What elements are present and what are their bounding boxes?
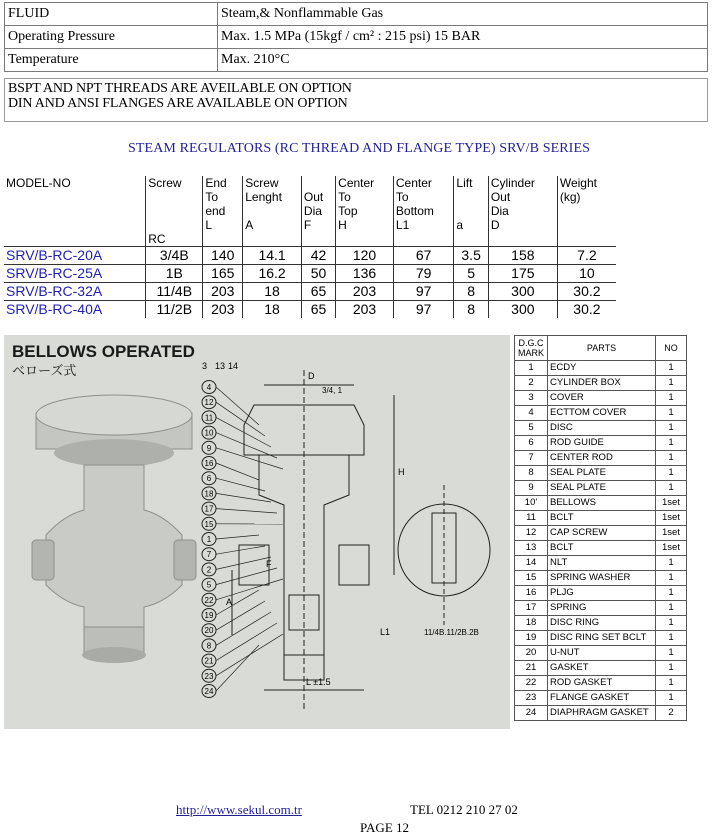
model-cell: 97: [393, 283, 454, 301]
part-qty: 1: [656, 421, 687, 436]
callout-number: 20: [204, 626, 214, 636]
note-line: DIN AND ANSI FLANGES ARE AVAILABLE ON OPTION: [8, 96, 348, 111]
parts-header-no: NO: [656, 336, 687, 361]
model-number: SRV/B-RC-20A: [4, 247, 146, 265]
page-number: PAGE 12: [360, 820, 410, 835]
model-cell: 140: [203, 247, 243, 265]
spec-label: Operating Pressure: [5, 26, 218, 49]
callout-leader: [216, 387, 259, 425]
model-row: [4, 301, 616, 319]
header-line: A: [245, 218, 254, 232]
part-name: DIAPHRAGM GASKET: [548, 706, 656, 721]
model-cell: 203: [336, 301, 394, 319]
callout-leader: [216, 478, 265, 491]
model-col-header: [203, 176, 243, 247]
callout-number: 10: [204, 428, 214, 438]
model-cell: 14.1: [243, 247, 302, 265]
header-line: RC: [148, 232, 166, 246]
part-mark: 7: [515, 451, 548, 466]
part-mark: 13: [515, 541, 548, 556]
part-name: CYLINDER BOX: [548, 376, 656, 391]
model-cell: 50: [301, 265, 335, 283]
part-name: SEAL PLATE: [548, 466, 656, 481]
header-line: Dia: [303, 204, 322, 218]
part-name: GASKET: [548, 661, 656, 676]
model-cell: 203: [203, 301, 243, 319]
dim-label: 11/4B.11/2B.2B: [424, 628, 479, 637]
part-qty: 1set: [656, 541, 687, 556]
part-mark: 10': [515, 496, 548, 511]
parts-row: [515, 376, 687, 391]
header-line: [396, 232, 452, 246]
part-name: ECTTOM COVER: [548, 406, 656, 421]
header-line: To: [338, 190, 351, 204]
parts-row: [515, 466, 687, 481]
figure-title: BELLOWS OPERATED: [12, 342, 195, 361]
part-qty: 1: [656, 691, 687, 706]
part-qty: 1: [656, 466, 687, 481]
callout-leader: [216, 645, 259, 691]
model-cell: 65: [301, 301, 335, 319]
part-mark: 11: [515, 511, 548, 526]
header-line: Out: [490, 190, 511, 204]
header-line: Center: [395, 176, 432, 190]
part-qty: 1: [656, 601, 687, 616]
header-line: [560, 232, 614, 246]
model-number: SRV/B-RC-32A: [4, 283, 146, 301]
parts-header-parts: PARTS: [548, 336, 656, 361]
part-qty: 1: [656, 376, 687, 391]
part-qty: 1set: [656, 526, 687, 541]
part-qty: 1: [656, 616, 687, 631]
part-mark: 23: [515, 691, 548, 706]
callout-number: 11: [204, 413, 214, 423]
header-line: F: [303, 218, 312, 232]
model-cell: 42: [301, 247, 335, 265]
callout-number: 5: [206, 580, 212, 590]
header-line: a: [456, 218, 464, 232]
callout-leader: [216, 568, 277, 585]
header-line: [6, 218, 143, 232]
model-row: [4, 265, 616, 283]
product-figure: [4, 335, 510, 729]
model-cell: 300: [488, 301, 557, 319]
callout-leader: [216, 535, 259, 539]
model-cell: 11/4B: [146, 283, 203, 301]
parts-row: [515, 661, 687, 676]
part-name: DISC: [548, 421, 656, 436]
callout-leader: [216, 493, 271, 502]
model-cell: 175: [488, 265, 557, 283]
model-cell: 5: [454, 265, 488, 283]
model-cell: 97: [393, 301, 454, 319]
callout-number: 13: [215, 361, 226, 371]
part-mark: 24: [515, 706, 548, 721]
spec-label: FLUID: [5, 3, 218, 26]
footer-tel: TEL 0212 210 27 02: [410, 802, 518, 817]
spec-table: [4, 2, 708, 72]
callout-number: 18: [204, 489, 214, 499]
callout-number: 1: [206, 535, 212, 544]
callout-number: 21: [204, 656, 214, 666]
header-line: Dia: [490, 204, 509, 218]
parts-row: [515, 391, 687, 406]
part-qty: 1: [656, 646, 687, 661]
parts-row: [515, 496, 687, 511]
parts-header-row: [515, 336, 687, 361]
spec-row: [5, 49, 708, 72]
website-link[interactable]: http://www.sekul.com.tr: [176, 802, 302, 817]
part-mark: 16: [515, 586, 548, 601]
part-name: NLT: [548, 556, 656, 571]
part-mark: 20: [515, 646, 548, 661]
part-mark: 2: [515, 376, 548, 391]
part-qty: 1: [656, 436, 687, 451]
dim-label: 3/4, 1: [322, 386, 343, 395]
parts-row: [515, 706, 687, 721]
parts-row: [515, 556, 687, 571]
model-cell: 203: [336, 283, 394, 301]
model-col-header: [4, 176, 146, 247]
header-line: L: [205, 218, 212, 232]
part-mark: 15: [515, 571, 548, 586]
header-line: end: [205, 204, 226, 218]
callout-number: 22: [204, 595, 214, 605]
part-name: CENTER ROD: [548, 451, 656, 466]
callout-number: 8: [206, 641, 212, 651]
parts-row: [515, 421, 687, 436]
part-mark: 18: [515, 616, 548, 631]
callout-leader: [216, 623, 277, 661]
model-cell: 16.2: [243, 265, 302, 283]
model-col-header: [488, 176, 557, 247]
parts-row: [515, 436, 687, 451]
part-qty: 1set: [656, 496, 687, 511]
model-cell: 30.2: [557, 283, 616, 301]
part-name: DISC RING: [548, 616, 656, 631]
spec-value: Steam,& Nonflammable Gas: [218, 3, 708, 26]
callout-number: 15: [204, 519, 214, 529]
callout-number: 7: [206, 550, 212, 560]
parts-row: [515, 511, 687, 526]
figure-subtitle: ベローズ式: [12, 364, 77, 379]
header-line: [148, 190, 200, 204]
model-cell: 165: [203, 265, 243, 283]
model-header-row: [4, 176, 616, 247]
header-line: [560, 218, 614, 232]
model-cell: 10: [557, 265, 616, 283]
part-qty: 1set: [656, 511, 687, 526]
model-cell: 158: [488, 247, 557, 265]
dim-label: A: [226, 597, 233, 607]
parts-row: [515, 646, 687, 661]
model-cell: 3/4B: [146, 247, 203, 265]
product-figure-panel: [4, 335, 510, 729]
part-name: BCLT: [548, 541, 656, 556]
dim-label: D: [308, 371, 315, 381]
part-mark: 14: [515, 556, 548, 571]
callout-number: 4: [206, 383, 212, 392]
options-note: [4, 78, 708, 122]
header-line: To: [395, 190, 409, 204]
model-col-header: [336, 176, 394, 247]
part-qty: 1: [656, 676, 687, 691]
model-cell: 203: [203, 283, 243, 301]
model-table: [4, 176, 616, 318]
model-cell: 8: [454, 301, 488, 319]
part-qty: 1: [656, 406, 687, 421]
parts-table: [514, 335, 687, 721]
parts-row: [515, 541, 687, 556]
parts-row: [515, 631, 687, 646]
model-cell: 8: [454, 283, 488, 301]
model-cell: 7.2: [557, 247, 616, 265]
part-qty: 1: [656, 481, 687, 496]
header-line: H: [338, 218, 347, 232]
header-line: [456, 232, 485, 246]
parts-header-mark: D.G.C MARK: [515, 336, 548, 361]
part-mark: 22: [515, 676, 548, 691]
header-line: [491, 232, 555, 246]
part-name: COVER: [548, 391, 656, 406]
callout-leader: [216, 590, 259, 615]
spec-label: Temperature: [5, 49, 218, 72]
header-line: [245, 204, 299, 218]
section-drawing: [232, 370, 490, 710]
part-qty: 1: [656, 631, 687, 646]
parts-row: [515, 601, 687, 616]
header-line: [148, 218, 200, 232]
callout-leader: [216, 463, 259, 480]
header-line: End: [205, 176, 227, 190]
part-mark: 12: [515, 526, 548, 541]
part-name: CAP SCREW: [548, 526, 656, 541]
model-cell: 3.5: [454, 247, 488, 265]
header-line: Lift: [456, 176, 473, 190]
part-mark: 1: [515, 361, 548, 376]
part-mark: 19: [515, 631, 548, 646]
part-mark: 8: [515, 466, 548, 481]
parts-row: [515, 676, 687, 691]
spec-row: [5, 3, 708, 26]
model-col-header: [146, 176, 203, 247]
parts-row: [515, 406, 687, 421]
callout-number: 16: [204, 459, 214, 468]
part-name: SPRING WASHER: [548, 571, 656, 586]
header-line: [245, 232, 299, 246]
header-line: Screw: [148, 176, 182, 190]
model-cell: 65: [301, 283, 335, 301]
part-name: U-NUT: [548, 646, 656, 661]
header-line: [456, 204, 485, 218]
parts-row: [515, 586, 687, 601]
callout-number: 6: [206, 474, 212, 484]
model-row: [4, 247, 616, 265]
header-line: Out: [303, 190, 324, 204]
model-number: SRV/B-RC-40A: [4, 301, 146, 319]
callout-leader: [216, 557, 271, 569]
header-line: Bottom: [395, 204, 434, 218]
part-qty: 1: [656, 571, 687, 586]
part-mark: 6: [515, 436, 548, 451]
part-name: ROD GUIDE: [548, 436, 656, 451]
part-name: SEAL PLATE: [548, 481, 656, 496]
model-cell: 18: [243, 301, 302, 319]
header-line: (kg): [559, 190, 581, 204]
part-mark: 3: [515, 391, 548, 406]
header-line: [304, 232, 333, 246]
dim-label: H: [398, 467, 405, 477]
note-line: BSPT AND NPT THREADS ARE AVEILABLE ON OPTION: [8, 81, 352, 96]
part-name: BCLT: [548, 511, 656, 526]
callout-number: 23: [204, 671, 214, 681]
model-cell: 30.2: [557, 301, 616, 319]
part-mark: 4: [515, 406, 548, 421]
part-mark: 17: [515, 601, 548, 616]
part-qty: 1: [656, 661, 687, 676]
part-name: FLANGE GASKET: [548, 691, 656, 706]
callout-number: 24: [204, 687, 214, 696]
part-mark: 5: [515, 421, 548, 436]
model-col-header: [454, 176, 488, 247]
part-qty: 1: [656, 556, 687, 571]
model-cell: 79: [393, 265, 454, 283]
callout-labels: [202, 361, 283, 698]
header-line: [148, 204, 200, 218]
header-line: [304, 176, 333, 190]
part-qty: 2: [656, 706, 687, 721]
parts-row: [515, 361, 687, 376]
parts-row: [515, 571, 687, 586]
header-line: Center: [338, 176, 375, 190]
header-line: Weight: [559, 176, 597, 190]
part-name: SPRING: [548, 601, 656, 616]
part-name: PLJG: [548, 586, 656, 601]
header-line: To: [205, 190, 218, 204]
callout-leader: [216, 546, 265, 554]
dim-label: F: [266, 559, 272, 569]
model-col-header: [393, 176, 454, 247]
parts-row: [515, 691, 687, 706]
callout-number: 2: [206, 565, 212, 575]
header-line: L1: [395, 218, 410, 232]
parts-row: [515, 616, 687, 631]
parts-row: [515, 526, 687, 541]
valve-photo: [32, 395, 196, 663]
header-line: D: [490, 218, 500, 232]
header-line: [6, 190, 143, 204]
header-line: [560, 204, 614, 218]
callout-leader: [216, 612, 271, 645]
model-cell: 67: [393, 247, 454, 265]
part-mark: 9: [515, 481, 548, 496]
part-qty: 1: [656, 361, 687, 376]
spec-value: Max. 1.5 MPa (15kgf / cm² : 215 psi) 15 BAR: [218, 26, 708, 49]
model-col-header: [557, 176, 616, 247]
model-row: [4, 283, 616, 301]
callout-number: 3: [202, 361, 208, 371]
dim-label: L ±1.5: [306, 677, 331, 687]
footer-url[interactable]: [176, 802, 302, 818]
header-line: [6, 204, 143, 218]
spec-value: Max. 210°C: [218, 49, 708, 72]
part-name: DISC RING SET BCLT: [548, 631, 656, 646]
header-line: [338, 232, 391, 246]
part-name: BELLOWS: [548, 496, 656, 511]
header-line: [205, 232, 240, 246]
part-mark: 21: [515, 661, 548, 676]
model-cell: 11/2B: [146, 301, 203, 319]
callout-number: 12: [204, 398, 214, 408]
part-name: ECDY: [548, 361, 656, 376]
parts-row: [515, 481, 687, 496]
model-cell: 120: [336, 247, 394, 265]
part-qty: 1: [656, 391, 687, 406]
model-col-header: [301, 176, 335, 247]
model-col-header: [243, 176, 302, 247]
part-qty: 1: [656, 586, 687, 601]
callout-leader: [216, 601, 265, 630]
header-line: Top: [338, 204, 358, 218]
dim-label: L1: [380, 627, 391, 637]
part-qty: 1: [656, 451, 687, 466]
section-heading: STEAM REGULATORS (RC THREAD AND FLANGE TYPE) SRV/B SERIES: [128, 141, 590, 156]
model-cell: 18: [243, 283, 302, 301]
callout-number: 17: [204, 504, 214, 514]
header-line: [456, 190, 485, 204]
header-line: [6, 232, 143, 246]
model-cell: 1B: [146, 265, 203, 283]
callout-leader: [216, 509, 277, 513]
header-line: MODEL-NO: [6, 176, 71, 190]
model-cell: 300: [488, 283, 557, 301]
model-cell: 136: [336, 265, 394, 283]
callout-leader: [216, 448, 283, 469]
callout-number: 9: [206, 443, 212, 453]
spec-row: [5, 26, 708, 49]
callout-number: 19: [204, 611, 214, 620]
parts-row: [515, 451, 687, 466]
part-name: ROD GASKET: [548, 676, 656, 691]
callout-number: 14: [228, 361, 239, 371]
model-number: SRV/B-RC-25A: [4, 265, 146, 283]
header-line: Screw: [245, 176, 279, 190]
header-line: Cylinder: [490, 176, 535, 190]
header-line: Lenght: [245, 190, 282, 204]
